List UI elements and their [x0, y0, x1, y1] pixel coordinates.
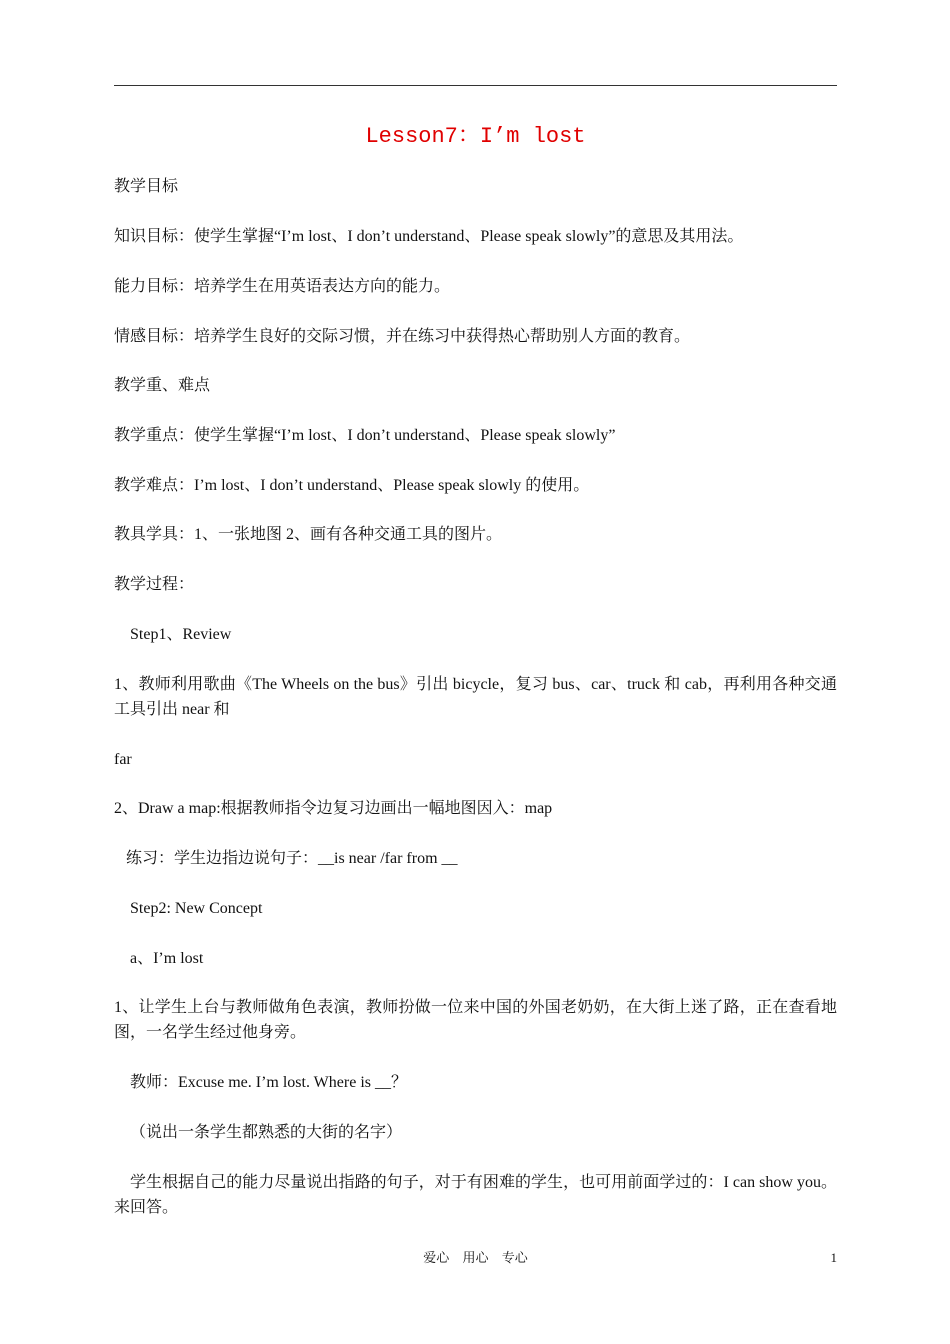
heading-objectives: 教学目标 — [114, 178, 179, 195]
paragraph-ability-goal: 能力目标：培养学生在用英语表达方向的能力。 — [114, 278, 451, 295]
footer-motto: 爱心 用心 专心 — [423, 1250, 528, 1265]
header-rule — [114, 85, 837, 86]
paragraph-knowledge-goal: 知识目标：使学生掌握“I’m lost、I don’t understand、Please speak slowly”的意思及其用法。 — [114, 228, 744, 245]
paragraph-far: far — [114, 751, 132, 768]
heading-process: 教学过程： — [114, 576, 195, 593]
paragraph-draw-map: 2、Draw a map:根据教师指令边复习边画出一幅地图因入：map — [114, 800, 553, 817]
paragraph-teacher-line: 教师：Excuse me. I’m lost. Where is __？ — [130, 1074, 407, 1091]
heading-key-points: 教学重、难点 — [114, 377, 211, 394]
paragraph-key-point: 教学重点：使学生掌握“I’m lost、I don’t understand、Please speak slowly” — [114, 427, 616, 444]
paragraph-student-answer: 学生根据自己的能力尽量说出指路的句子，对于有困难的学生，也可用前面学过的：I can show you。来回答。 — [114, 1174, 837, 1216]
page-title: Lesson7：I’m lost — [365, 124, 586, 149]
paragraph-role-play: 1、让学生上台与教师做角色表演，教师扮做一位来中国的外国老奶奶，在大街上迷了路，正在查看地图，一名学生经过他身旁。 — [114, 999, 837, 1041]
paragraph-emotion-goal: 情感目标：培养学生良好的交际习惯，并在练习中获得热心帮助别人方面的教育。 — [114, 328, 691, 345]
paragraph-teaching-aids: 教具学具：1、一张地图 2、画有各种交通工具的图片。 — [114, 526, 503, 543]
subheading-im-lost: a、I’m lost — [130, 950, 204, 967]
paragraph-review-1: 1、教师利用歌曲《The Wheels on the bus》引出 bicycle，复习 bus、car、truck 和 cab，再利用各种交通工具引出 near 和 — [114, 676, 837, 718]
paragraph-street-note: （说出一条学生都熟悉的大街的名字） — [130, 1124, 403, 1141]
page-number: 1 — [830, 1250, 837, 1265]
step1-heading: Step1、Review — [130, 626, 232, 643]
step2-heading: Step2: New Concept — [130, 900, 263, 917]
paragraph-difficulty: 教学难点：I’m lost、I don’t understand、Please speak slowly 的使用。 — [114, 477, 590, 494]
paragraph-practice: 练习：学生边指边说句子：__is near /far from __ — [126, 850, 458, 867]
